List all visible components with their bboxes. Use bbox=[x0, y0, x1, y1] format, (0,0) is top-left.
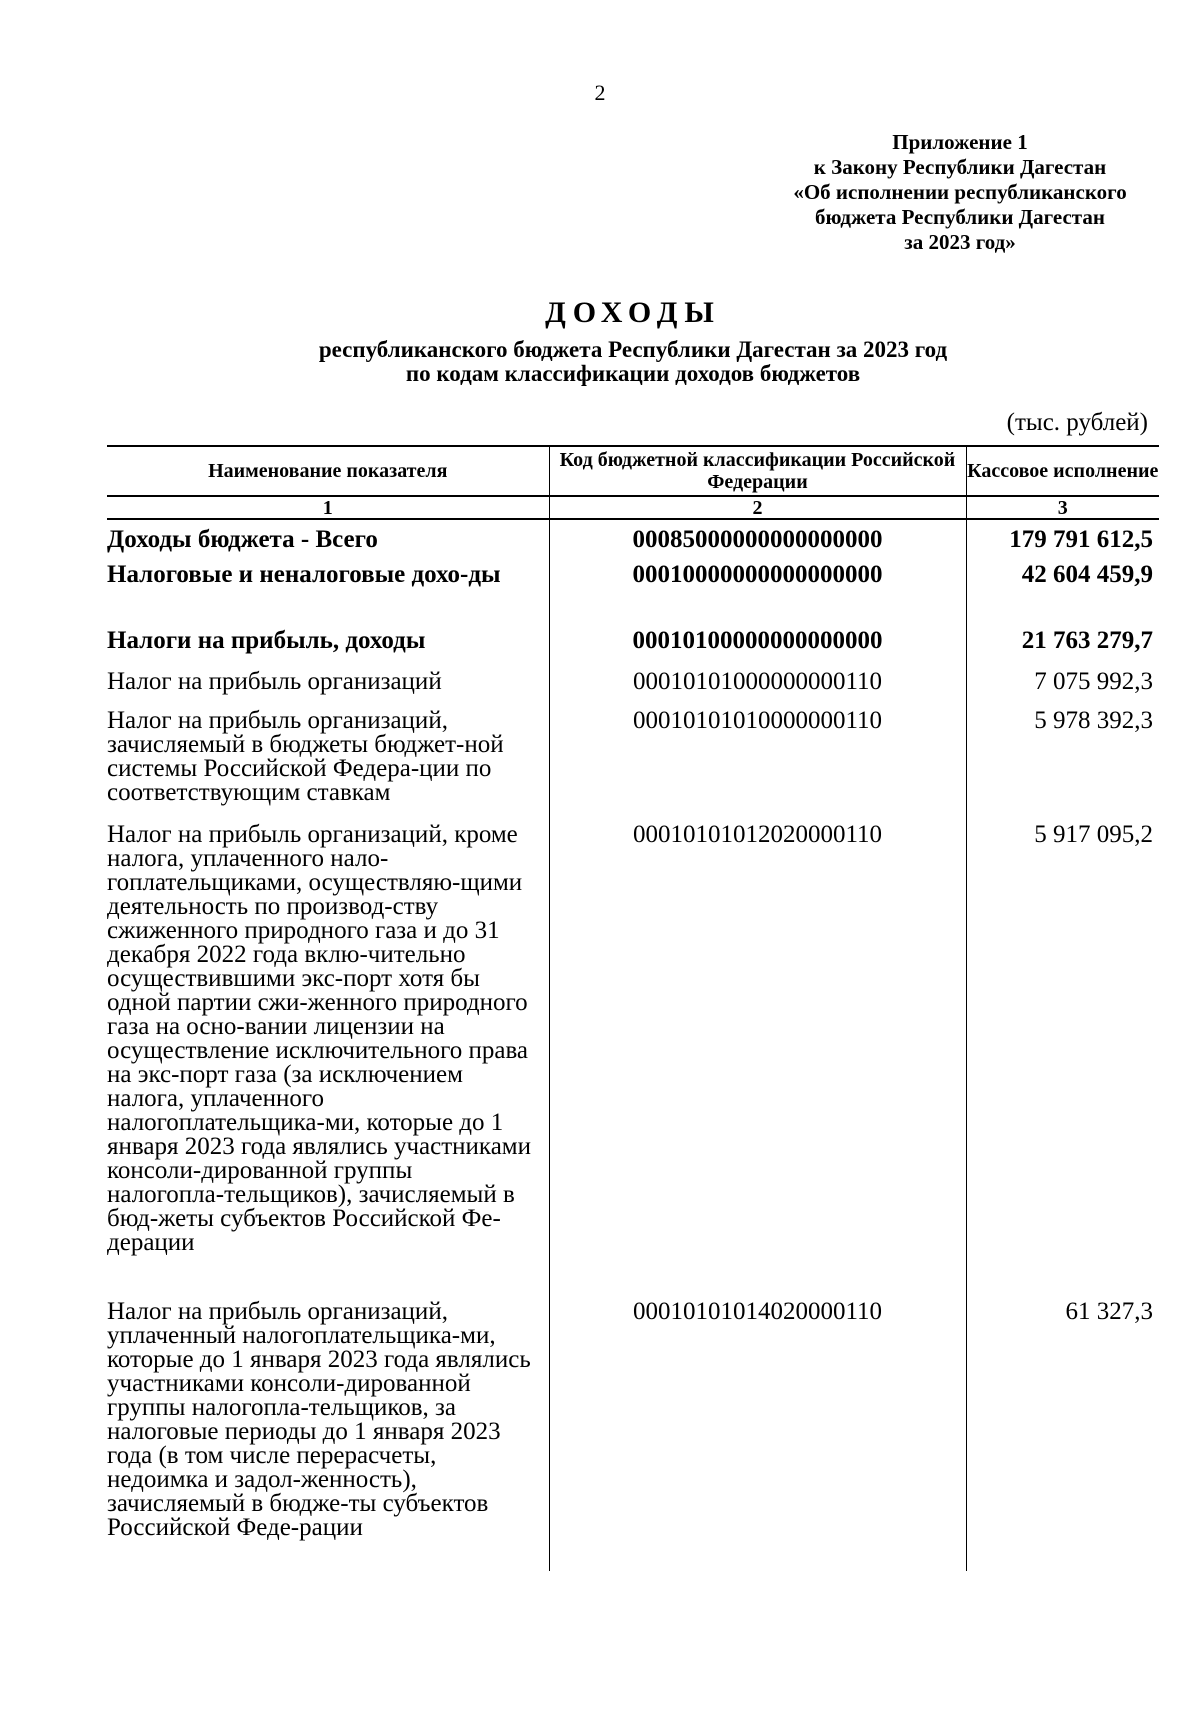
row-code: 00010101010000000110 bbox=[549, 705, 966, 819]
header-name: Наименование показателя bbox=[107, 446, 549, 496]
document-subtitle bbox=[0, 338, 1200, 386]
appendix-line: за 2023 год» bbox=[904, 230, 1016, 254]
appendix-line: Приложение 1 bbox=[892, 130, 1028, 154]
header-code: Код бюджетной классификации Российской Федерации bbox=[549, 446, 966, 496]
row-code: 00085000000000000000 bbox=[549, 519, 966, 559]
row-name: Налог на прибыль организаций bbox=[107, 668, 442, 695]
row-amount: 5 917 095,2 bbox=[966, 819, 1159, 1296]
table-row bbox=[107, 666, 1159, 705]
row-code: 00010000000000000000 bbox=[549, 559, 966, 625]
table-header-row bbox=[107, 446, 1159, 496]
column-number-row bbox=[107, 496, 1159, 519]
column-number: 1 bbox=[107, 496, 549, 519]
row-code: 00010101000000000110 bbox=[549, 666, 966, 705]
table-row bbox=[107, 559, 1159, 625]
row-amount: 42 604 459,9 bbox=[966, 559, 1159, 625]
row-name: Доходы бюджета - Всего bbox=[107, 526, 378, 553]
row-amount: 61 327,3 bbox=[966, 1296, 1159, 1571]
row-code: 00010101014020000110 bbox=[549, 1296, 966, 1571]
page-number: 2 bbox=[594, 80, 606, 105]
row-name: Налоговые и неналоговые дохо-ды bbox=[107, 561, 501, 588]
table-row bbox=[107, 705, 1159, 819]
row-amount: 7 075 992,3 bbox=[966, 666, 1159, 705]
table-row bbox=[107, 625, 1159, 666]
row-amount: 179 791 612,5 bbox=[966, 519, 1159, 559]
document-title: ДОХОДЫ bbox=[545, 296, 721, 329]
table-row bbox=[107, 519, 1159, 559]
column-number: 3 bbox=[966, 496, 1159, 519]
row-code: 00010100000000000000 bbox=[549, 625, 966, 666]
appendix-line: бюджета Республики Дагестан bbox=[815, 205, 1105, 229]
appendix-line: к Закону Республики Дагестан bbox=[813, 155, 1107, 179]
row-name: Налог на прибыль организаций, уплаченный налогоплательщика-ми, которые до 1 января 2023 года являлись участниками консоли-дированной группы налогопла-тельщиков, за налоговые периоды до 1 января 2023 года (в том числе перерасчеты, недоимка и задол-женность), зачисляемый в бюдже-ты субъектов Российской Феде-рации bbox=[107, 1298, 531, 1541]
row-amount: 5 978 392,3 bbox=[966, 705, 1159, 819]
revenue-table bbox=[107, 445, 1159, 1571]
table-row bbox=[107, 1296, 1159, 1571]
row-code: 00010101012020000110 bbox=[549, 819, 966, 1296]
subtitle-line: республиканского бюджета Республики Дагестан за 2023 год bbox=[318, 337, 948, 362]
appendix-reference bbox=[720, 130, 1200, 255]
table-row bbox=[107, 819, 1159, 1296]
row-amount: 21 763 279,7 bbox=[966, 625, 1159, 666]
row-name: Налог на прибыль организаций, кроме налога, уплаченного нало-гоплательщиками, осуществляю-щими деятельность по производ-ству сжиженного природного газа и до 31 декабря 2022 года вклю-чительно осуществившими экс-порт хотя бы одной партии сжи-женного природного газа на осно-вании лицензии на осуществление исключительного права на экс-порт газа (за исключением налога, уплаченного налогоплательщика-ми, которые до 1 января 2023 года являлись участниками консоли-дированной группы налогопла-тельщиков), зачисляемый в бюд-жеты субъектов Российской Фе-дерации bbox=[107, 821, 531, 1256]
row-name: Налоги на прибыль, доходы bbox=[107, 627, 426, 654]
units-label: (тыс. рублей) bbox=[1006, 409, 1148, 436]
header-amount: Кассовое исполнение bbox=[966, 446, 1159, 496]
column-number: 2 bbox=[549, 496, 966, 519]
row-name: Налог на прибыль организаций, зачисляемый в бюджеты бюджет-ной системы Российской Федера-ции по соответствующим ставкам bbox=[107, 707, 504, 806]
subtitle-line: по кодам классификации доходов бюджетов bbox=[405, 361, 861, 386]
appendix-line: «Об исполнении республиканского bbox=[793, 180, 1127, 204]
